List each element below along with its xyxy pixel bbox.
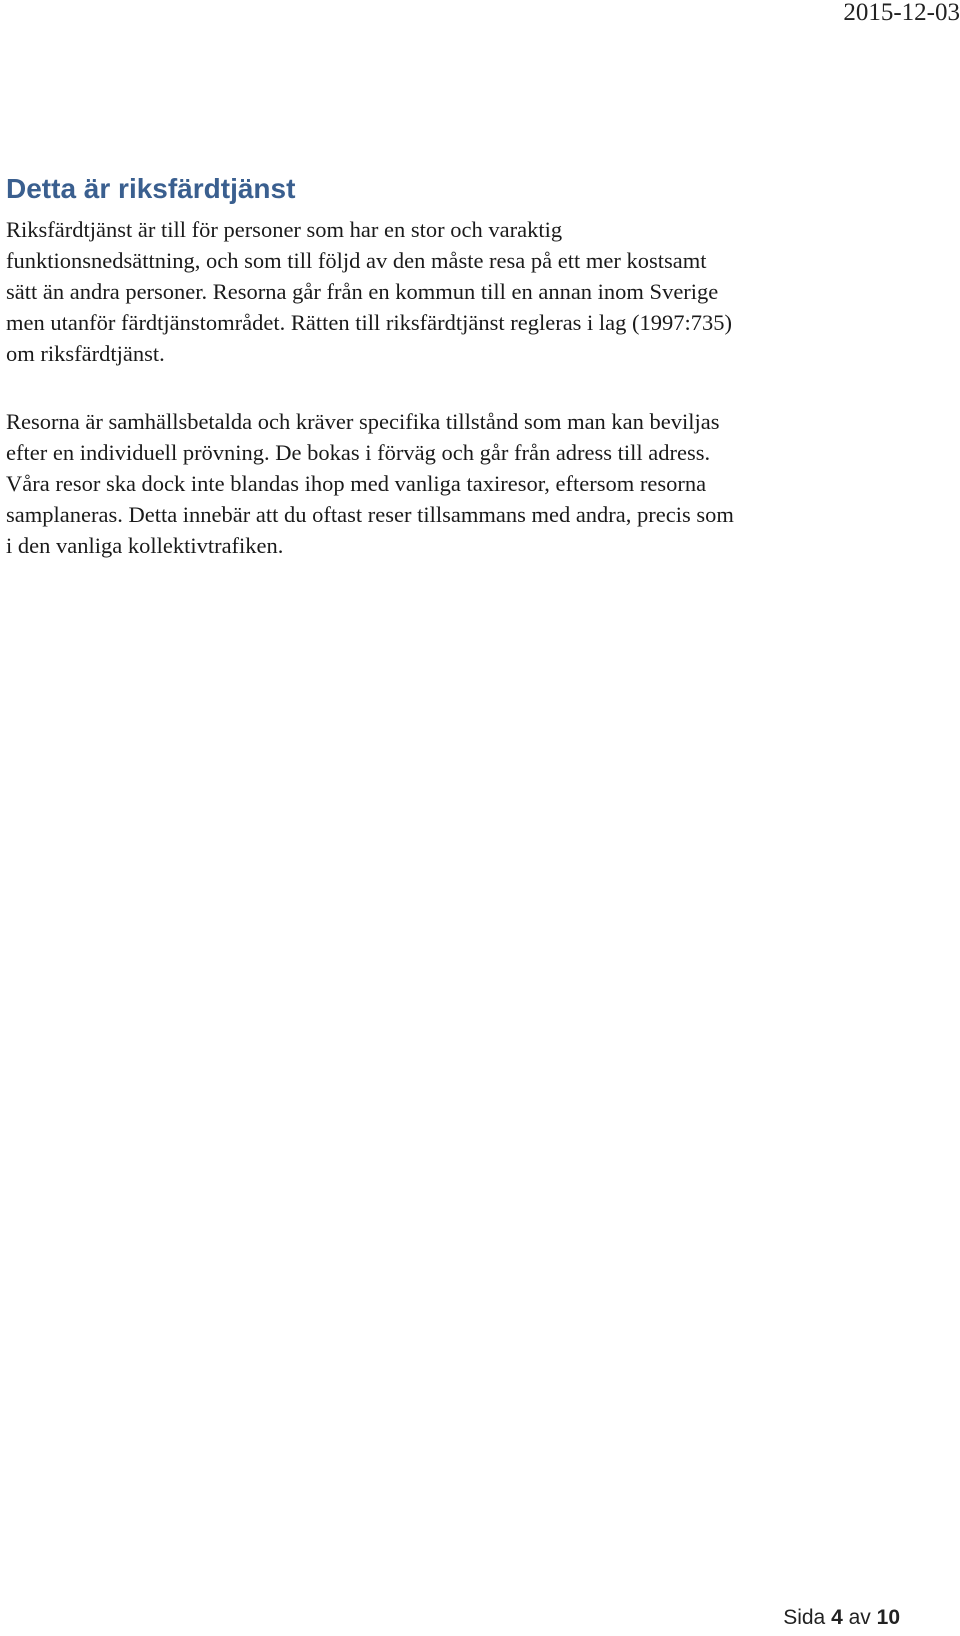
paragraph-line: i den vanliga kollektivtrafiken. [6,533,284,558]
paragraph-intro [6,214,936,369]
paragraph-line: Riksfärdtjänst är till för personer som har en stor och varaktig [6,217,563,242]
section-heading: Detta är riksfärdtjänst [6,173,296,204]
page-separator: av [848,1606,871,1629]
paragraph-line: Resorna är samhällsbetalda och kräver specifika tillstånd som man kan beviljas [6,409,720,434]
paragraph-line: funktionsnedsättning, och som till följd av den måste resa på ett mer kostsamt [6,248,707,273]
paragraph-line: men utanför färdtjänstområdet. Rätten till riksfärdtjänst regleras i lag (1997:735) [6,310,733,335]
paragraph-line: efter en individuell prövning. De bokas i förväg och går från adress till adress. [6,440,711,465]
page-number [783,1606,900,1630]
page-current: 4 [831,1606,843,1629]
paragraph-line: om riksfärdtjänst. [6,341,165,366]
paragraph-line: sätt än andra personer. Resorna går från en kommun till en annan inom Sverige [6,279,719,304]
paragraph-line: samplaneras. Detta innebär att du oftast reser tillsammans med andra, precis som [6,502,734,527]
page-total: 10 [876,1606,900,1629]
document-date: 2015-12-03 [843,0,960,26]
paragraph-line: Våra resor ska dock inte blandas ihop med vanliga taxiresor, eftersom resorna [6,471,707,496]
page-prefix: Sida [783,1606,826,1629]
paragraph-details [6,406,936,561]
